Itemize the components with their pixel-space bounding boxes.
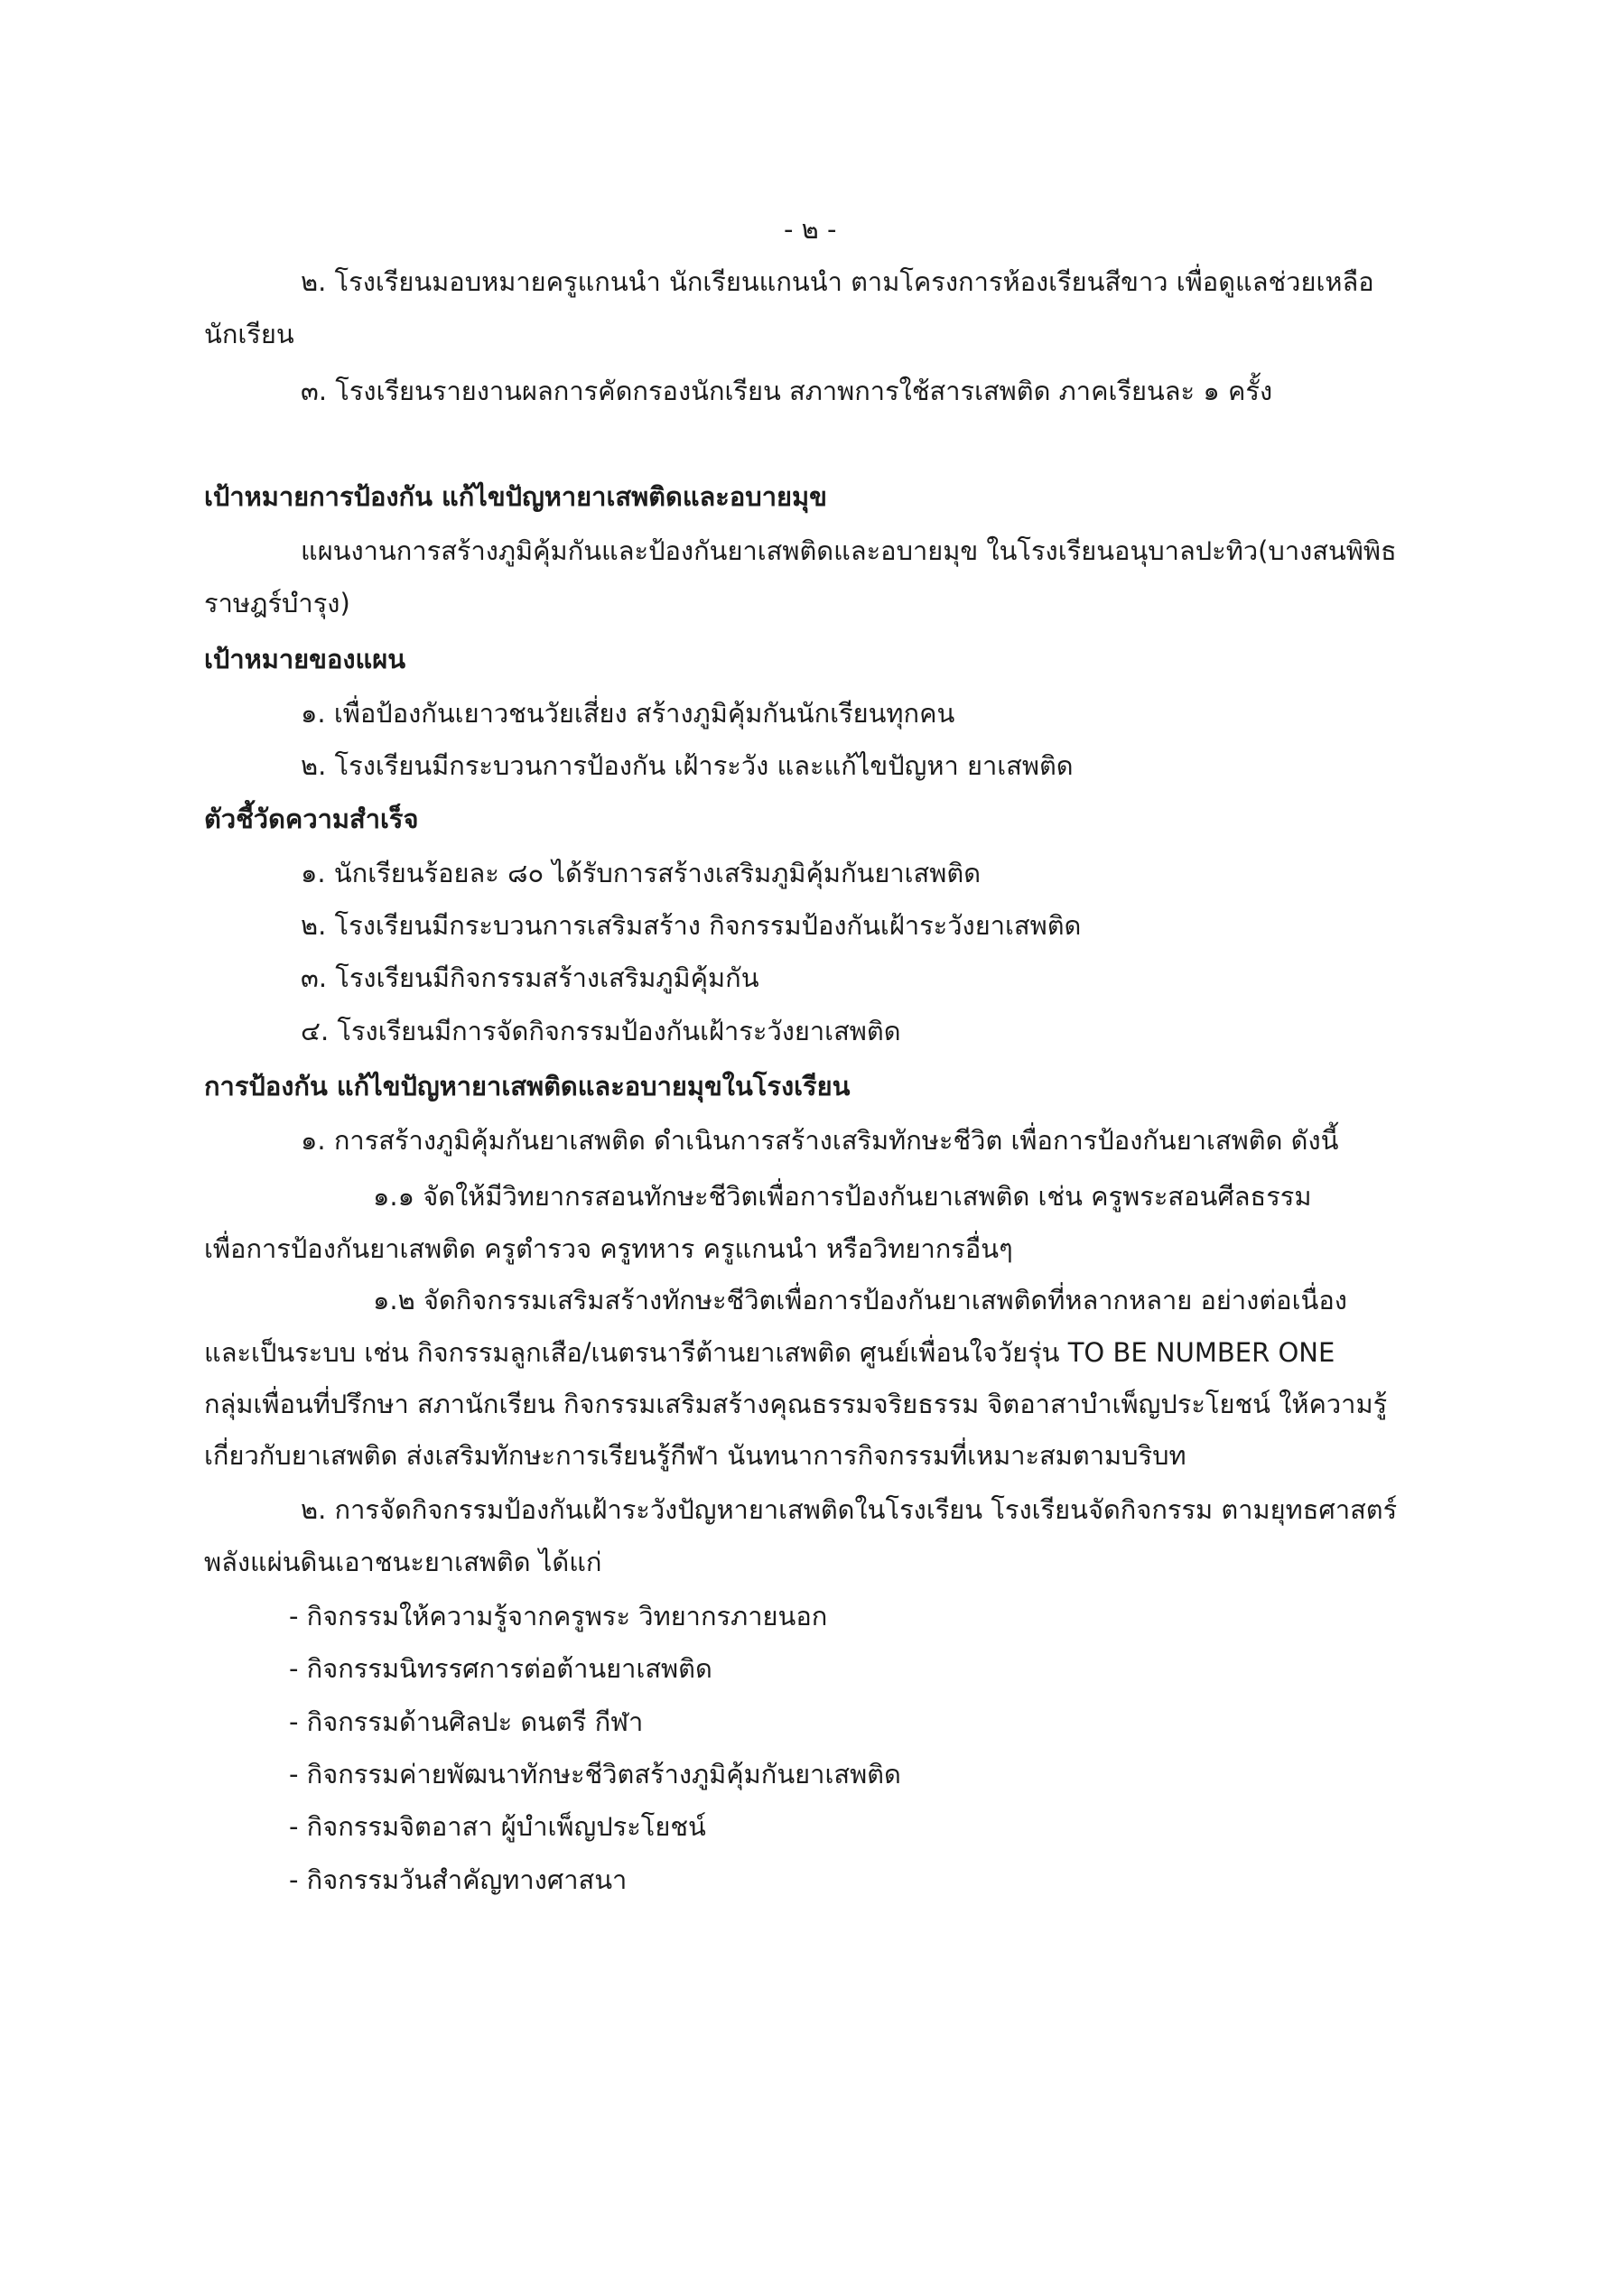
text-line: เกี่ยวกับยาเสพติด ส่งเสริมทักษะการเรียนรู้กีฬา นันทนาการกิจกรรมที่เหมาะสมตามบริบท	[204, 1440, 1186, 1471]
text-line: พลังแผ่นดินเอาชนะยาเสพติด ได้แก่	[204, 1547, 602, 1577]
text-line: ๒. โรงเรียนมีกระบวนการเสริมสร้าง กิจกรรมป้องกันเฝ้าระวังยาเสพติด	[301, 910, 1082, 941]
list-item: - กิจกรรมวันสำคัญทางศาสนา	[289, 1864, 628, 1895]
section-heading: เป้าหมายของแผน	[204, 644, 406, 674]
text-line: และเป็นระบบ เช่น กิจกรรมลูกเสือ/เนตรนารีต้านยาเสพติด ศูนย์เพื่อนใจวัยรุ่น TO BE NUMBER ONE	[204, 1337, 1335, 1368]
list-item: - กิจกรรมนิทรรศการต่อต้านยาเสพติด	[289, 1653, 712, 1684]
text-line: นักเรียน	[204, 319, 294, 349]
list-item: - กิจกรรมจิตอาสา ผู้บำเพ็ญประโยชน์	[289, 1811, 706, 1842]
text-line: ๒. การจัดกิจกรรมป้องกันเฝ้าระวังปัญหายาเสพติดในโรงเรียน โรงเรียนจัดกิจกรรม ตามยุทธศาสตร์	[301, 1494, 1398, 1525]
section-heading: การป้องกัน แก้ไขปัญหายาเสพติดและอบายมุขในโรงเรียน	[204, 1071, 851, 1102]
text-line: ๓. โรงเรียนรายงานผลการคัดกรองนักเรียน สภาพการใช้สารเสพติด ภาคเรียนละ ๑ ครั้ง	[301, 376, 1273, 406]
text-line: ๔. โรงเรียนมีการจัดกิจกรรมป้องกันเฝ้าระวังยาเสพติด	[301, 1016, 901, 1046]
text-line: ๑. นักเรียนร้อยละ ๘๐ ได้รับการสร้างเสริมภูมิคุ้มกันยาเสพติด	[301, 858, 982, 888]
section-heading: ตัวชี้วัดความสำเร็จ	[204, 804, 419, 834]
list-item: - กิจกรรมค่ายพัฒนาทักษะชีวิตสร้างภูมิคุ้มกันยาเสพติด	[289, 1759, 901, 1789]
text-line: ๑. เพื่อป้องกันเยาวชนวัยเสี่ยง สร้างภูมิคุ้มกันนักเรียนทุกคน	[301, 698, 955, 729]
list-item: - กิจกรรมให้ความรู้จากครูพระ วิทยากรภายนอก	[289, 1601, 828, 1631]
text-line: ๑. การสร้างภูมิคุ้มกันยาเสพติด ดำเนินการสร้างเสริมทักษะชีวิต เพื่อการป้องกันยาเสพติด ดังนี้	[301, 1125, 1339, 1156]
text-line: ๒. โรงเรียนมีกระบวนการป้องกัน เฝ้าระวัง และแก้ไขปัญหา ยาเสพติด	[301, 750, 1074, 781]
text-line: ๑.๑ จัดให้มีวิทยากรสอนทักษะชีวิตเพื่อการป้องกันยาเสพติด เช่น ครูพระสอนศีลธรรม	[373, 1181, 1312, 1212]
text-line: ราษฎร์บำรุง)	[204, 588, 350, 618]
text-line: เพื่อการป้องกันยาเสพติด ครูตำรวจ ครูทหาร ครูแกนนำ หรือวิทยากรอื่นๆ	[204, 1233, 1013, 1264]
text-line: กลุ่มเพื่อนที่ปรึกษา สภานักเรียน กิจกรรมเสริมสร้างคุณธรรมจริยธรรม จิตอาสาบำเพ็ญประโยชน์ ให้ความรู้	[204, 1389, 1388, 1419]
page-number: - ๒ -	[784, 214, 837, 245]
list-item: - กิจกรรมด้านศิลปะ ดนตรี กีฬา	[289, 1706, 644, 1737]
text-line: แผนงานการสร้างภูมิคุ้มกันและป้องกันยาเสพติดและอบายมุข ในโรงเรียนอนุบาลปะทิว(บางสนพิพิธ	[301, 535, 1397, 566]
text-line: ๒. โรงเรียนมอบหมายครูแกนนำ นักเรียนแกนนำ ตามโครงการห้องเรียนสีขาว เพื่อดูแลช่วยเหลือ	[301, 266, 1374, 297]
text-line: ๑.๒ จัดกิจกรรมเสริมสร้างทักษะชีวิตเพื่อการป้องกันยาเสพติดที่หลากหลาย อย่างต่อเนื่อง	[373, 1285, 1347, 1315]
text-line: ๓. โรงเรียนมีกิจกรรมสร้างเสริมภูมิคุ้มกัน	[301, 962, 759, 993]
section-heading: เป้าหมายการป้องกัน แก้ไขปัญหายาเสพติดและอบายมุข	[204, 481, 827, 512]
